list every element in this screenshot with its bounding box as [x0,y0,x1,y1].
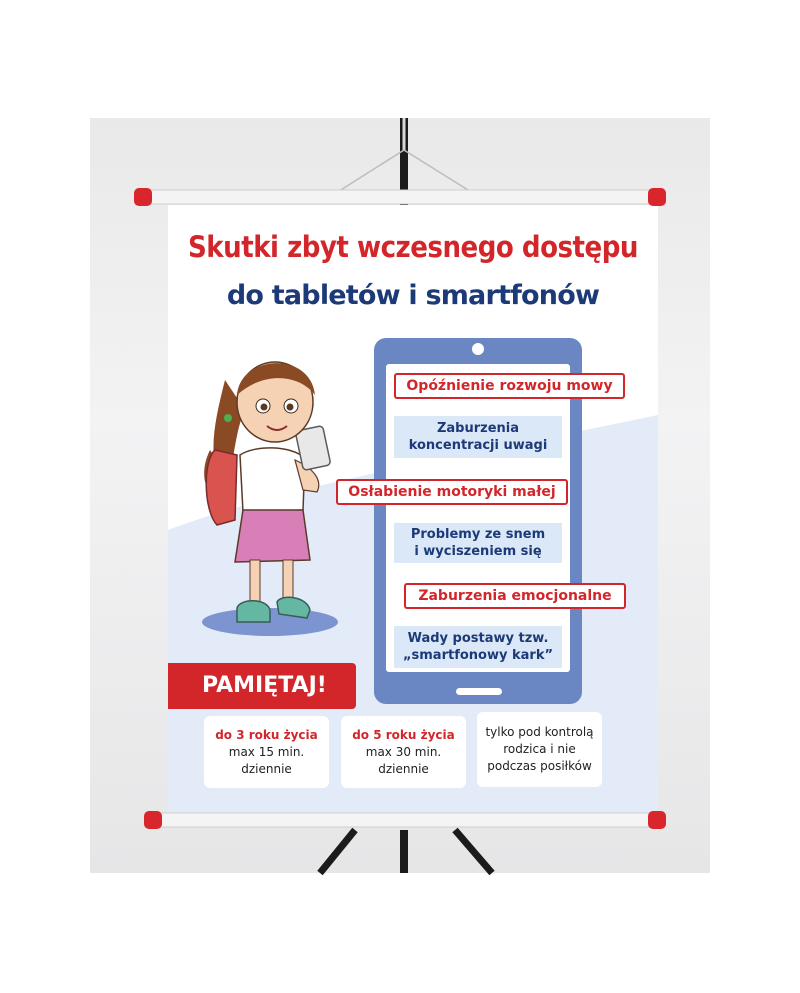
effect-concentration-line2: koncentracji uwagi [408,438,548,453]
limit-card-age-3-period: dziennie [241,761,292,776]
effect-concentration-line1: Zaburzenia [436,421,520,436]
effect-sleep-line2: i wyciszeniem się [414,544,542,559]
parental-control-line1: tylko pod kontrolą [485,725,594,739]
parental-control-card [477,712,602,787]
effect-posture [394,626,562,668]
remember-banner: PAMIĘTAJ! [168,663,356,709]
limit-card-age-5-title: do 5 roku życia [352,727,455,742]
girl-with-phone-illustration [195,340,355,640]
effect-sleep [394,523,562,563]
effect-fine-motor: Osłabienie motoryki małej [336,479,568,505]
limit-card-age-5-limit: max 30 min. [365,744,442,759]
effect-concentration [394,416,562,458]
limit-card-age-3-title: do 3 roku życia [215,727,318,742]
bottom-roller [140,808,670,834]
parental-control-line2: rodzica i nie [503,742,576,756]
limit-card-age-3 [204,716,329,788]
top-roller [130,186,670,210]
parental-control-line3: podczas posiłków [487,759,592,773]
limit-card-age-5 [341,716,466,788]
effect-speech-delay: Opóźnienie rozwoju mowy [394,373,625,399]
poster-title-line2: do tabletów i smartfonów [226,280,600,311]
poster-title-line1: Skutki zbyt wczesnego dostępu [188,230,638,264]
effect-sleep-line1: Problemy ze snem [410,527,546,542]
effect-emotional: Zaburzenia emocjonalne [404,583,626,609]
limit-card-age-3-limit: max 15 min. [228,744,305,759]
effect-posture-line1: Wady postawy tzw. [407,631,549,646]
effect-posture-line2: „smartfonowy kark” [402,648,554,663]
limit-card-age-5-period: dziennie [378,761,429,776]
